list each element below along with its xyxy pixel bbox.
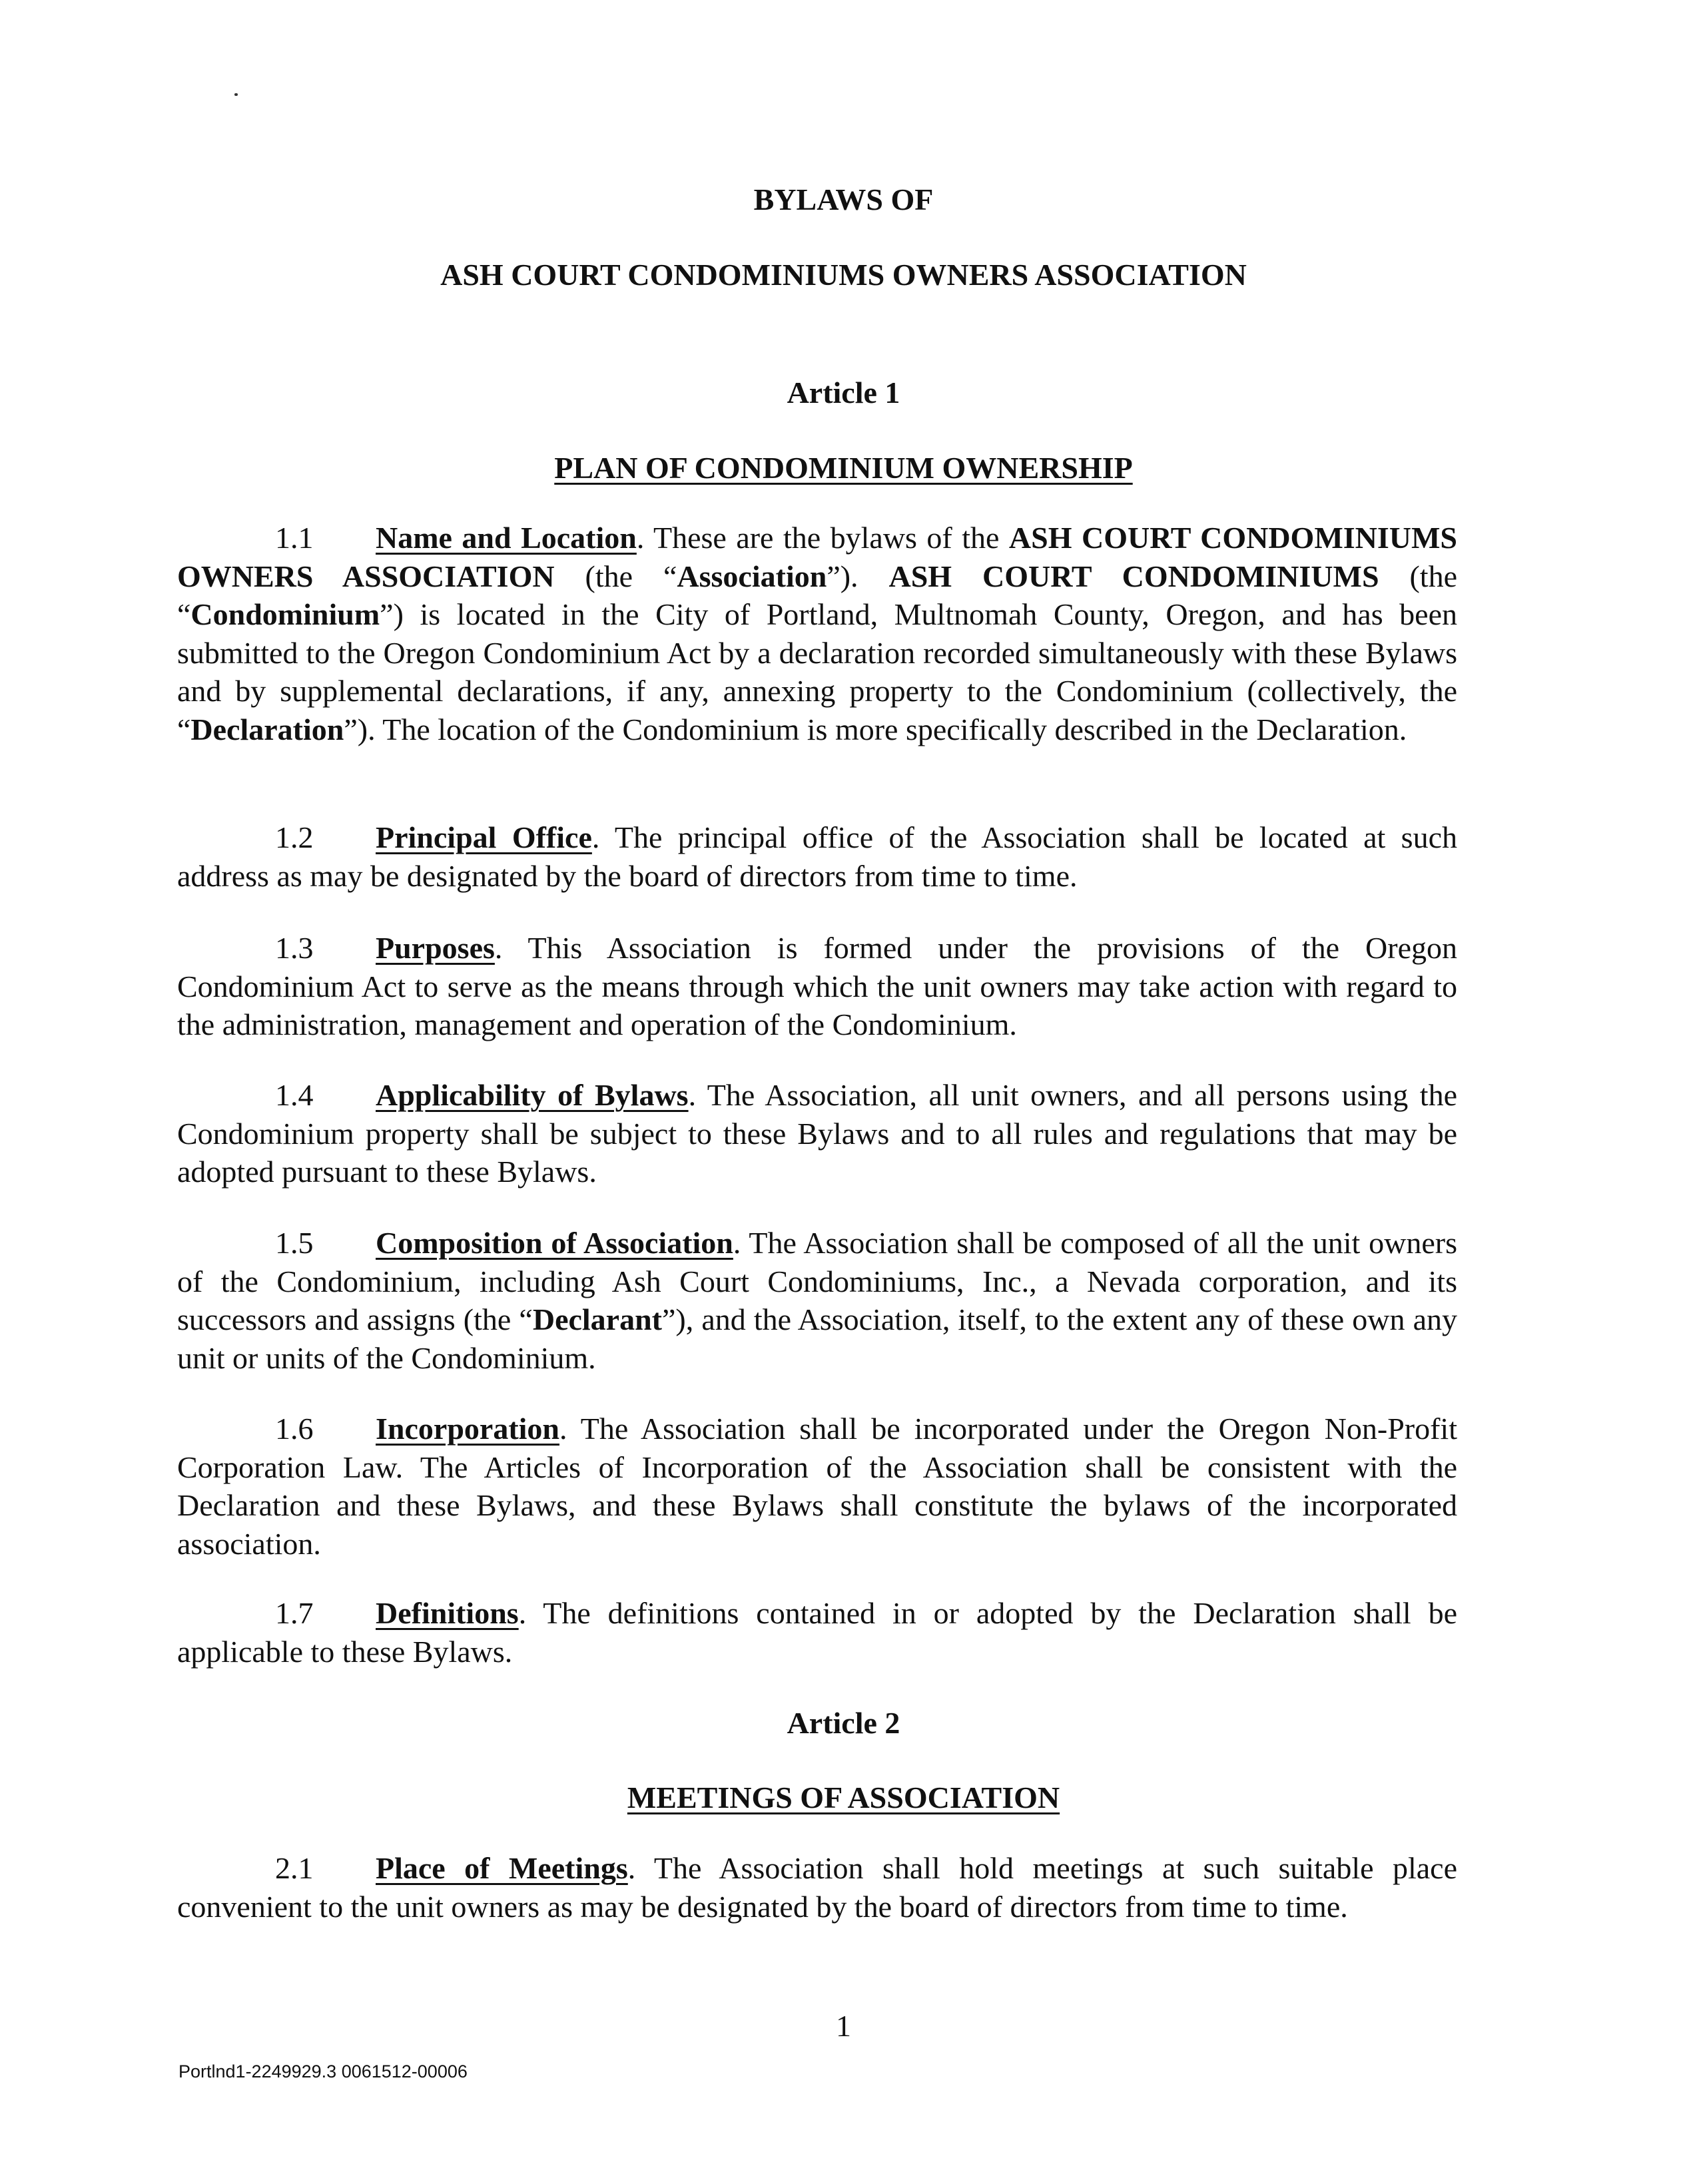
section-1-4 bbox=[177, 1076, 1457, 1191]
section-number: 1.4 bbox=[275, 1078, 314, 1112]
section-1-1 bbox=[177, 519, 1457, 748]
defined-term: ASH COURT CONDOMINIUMS OWNERS ASSOCIATION bbox=[177, 521, 1457, 593]
section-heading: Principal Office bbox=[376, 820, 592, 854]
article-2-heading-text: MEETINGS OF ASSOCIATION bbox=[627, 1780, 1060, 1814]
document-title-line1: BYLAWS OF bbox=[753, 182, 934, 216]
section-heading: Purposes bbox=[376, 931, 495, 965]
article-1-heading bbox=[0, 449, 1687, 487]
section-text: . This Association is formed under the provisions of the Oregon Condominium Act to serve as the means through which the unit owners may take action with regard to the administration, management and operation of the Condominium. bbox=[177, 931, 1457, 1041]
section-1-7 bbox=[177, 1594, 1457, 1671]
section-number: 1.5 bbox=[275, 1226, 314, 1260]
section-number: 1.6 bbox=[275, 1412, 314, 1446]
section-1-2 bbox=[177, 818, 1457, 895]
section-heading: Composition of Association bbox=[376, 1226, 733, 1260]
section-1-5 bbox=[177, 1224, 1457, 1377]
section-number: 1.1 bbox=[275, 521, 314, 555]
section-text: . The Association, all unit owners, and all persons using the Condominium property shall be subject to these Bylaws and to all rules and regulations that may be adopted pursuant to these Bylaws. bbox=[177, 1078, 1457, 1189]
defined-term: Association bbox=[677, 559, 827, 593]
section-number: 1.3 bbox=[275, 931, 314, 965]
section-text: (the “ bbox=[554, 559, 677, 593]
section-text: . The principal office of the Association shall be located at such address as may be designated by the board of directors from time to time. bbox=[177, 820, 1457, 893]
page-number: 1 bbox=[836, 2009, 851, 2043]
section-text: (the “ bbox=[177, 559, 1457, 631]
defined-term: ASH COURT CONDOMINIUMS bbox=[888, 559, 1379, 593]
section-text: . The Association shall be composed of all the unit owners of the Condominium, including Ash Court Condominiums, Inc., a Nevada corporation, and its successors and assigns (the “ bbox=[177, 1226, 1457, 1336]
section-number: 1.7 bbox=[275, 1596, 314, 1630]
section-text: . These are the bylaws of the bbox=[636, 521, 1009, 555]
section-heading: Incorporation bbox=[376, 1412, 559, 1446]
section-text: . The Association shall be incorporated under the Oregon Non-Profit Corporation Law. The Articles of Incorporation of the Association shall be consistent with the Declaration and these Bylaws, and these Bylaws shall constitute the bylaws of the incorporated association. bbox=[177, 1412, 1457, 1561]
section-heading: Definitions bbox=[376, 1596, 519, 1630]
section-text: ”). The location of the Condominium is more specifically described in the Declaration. bbox=[344, 712, 1407, 746]
document-title-line2: ASH COURT CONDOMINIUMS OWNERS ASSOCIATION bbox=[440, 258, 1247, 292]
defined-term: Condominium bbox=[190, 597, 380, 631]
section-heading: Applicability of Bylaws bbox=[376, 1078, 689, 1112]
article-2-heading bbox=[0, 1779, 1687, 1816]
article-1-label: Article 1 bbox=[787, 376, 900, 410]
section-heading: Name and Location bbox=[376, 521, 637, 555]
article-2-label: Article 2 bbox=[787, 1706, 900, 1740]
section-text: . The Association shall hold meetings at such suitable place convenient to the unit owners as may be designated by the board of directors from time to time. bbox=[177, 1851, 1457, 1924]
section-1-3 bbox=[177, 929, 1457, 1044]
defined-term: Declaration bbox=[190, 712, 344, 746]
scan-speck bbox=[234, 93, 238, 96]
section-number: 1.2 bbox=[275, 820, 314, 854]
section-2-1 bbox=[177, 1849, 1457, 1926]
section-heading: Place of Meetings bbox=[376, 1851, 628, 1885]
document-footer-id: Portlnd1-2249929.3 0061512-00006 bbox=[178, 2061, 468, 2081]
section-text: ”). bbox=[827, 559, 889, 593]
section-1-6 bbox=[177, 1410, 1457, 1563]
section-text: . The definitions contained in or adopted by the Declaration shall be applicable to these Bylaws. bbox=[177, 1596, 1457, 1669]
section-text: ”), and the Association, itself, to the extent any of these own any unit or units of the Condominium. bbox=[177, 1302, 1457, 1375]
section-number: 2.1 bbox=[275, 1851, 314, 1885]
section-text: ”) is located in the City of Portland, Multnomah County, Oregon, and has been submitted to the Oregon Condominium Act by a declaration recorded simultaneously with these Bylaws and by supplemental declarations, if any, annexing property to the Condominium (collectively, the “ bbox=[177, 597, 1457, 746]
article-1-heading-text: PLAN OF CONDOMINIUM OWNERSHIP bbox=[554, 451, 1133, 485]
defined-term: Declarant bbox=[532, 1302, 662, 1336]
